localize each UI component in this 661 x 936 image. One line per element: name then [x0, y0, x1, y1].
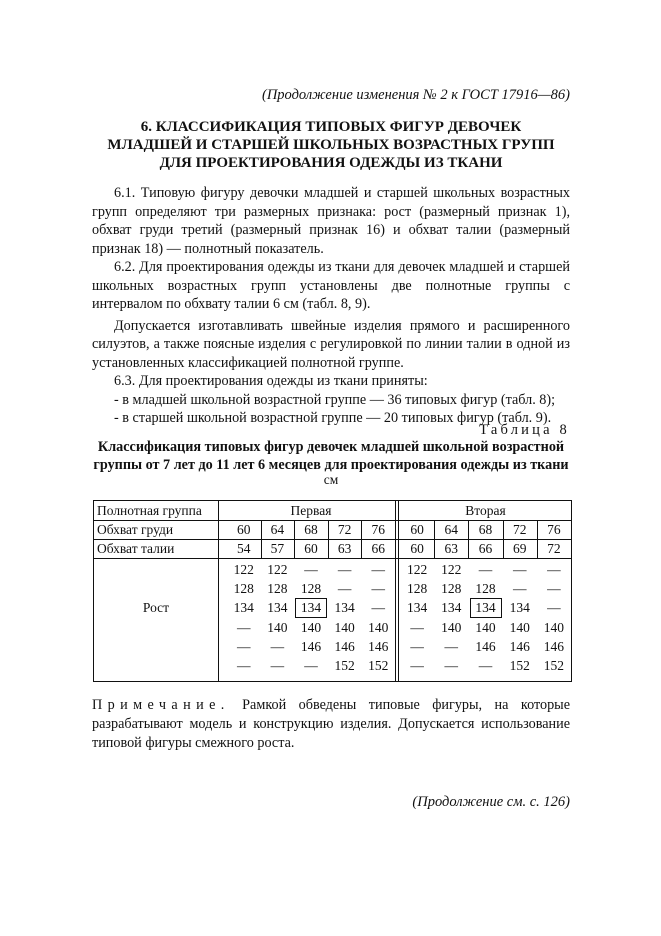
section-title-line: МЛАДШЕЙ И СТАРШЕЙ ШКОЛЬНЫХ ВОЗРАСТНЫХ ГРУПП [107, 137, 555, 153]
note-label: Примечание. [92, 697, 230, 713]
section-title-line: 6. КЛАССИФИКАЦИЯ ТИПОВЫХ ФИГУР ДЕВОЧЕК [140, 119, 522, 135]
height-value: — [371, 600, 385, 616]
height-value: 146 [334, 638, 355, 654]
height-value: 140 [441, 619, 462, 635]
body-text [92, 184, 570, 428]
chest-value: 76 [547, 522, 561, 537]
height-value: — [444, 638, 459, 654]
height-value: 146 [543, 638, 565, 654]
height-value: — [371, 562, 385, 577]
height-value: 146 [475, 638, 496, 654]
height-value: 152 [509, 658, 530, 673]
table-rule [434, 520, 435, 558]
height-value: — [410, 638, 424, 654]
table-rule [398, 501, 399, 681]
table-rule [328, 520, 329, 558]
chest-value: 60 [410, 522, 424, 537]
height-value: 128 [300, 581, 322, 597]
height-value: 140 [368, 619, 389, 635]
height-value: 152 [334, 658, 355, 673]
height-value: 134 [334, 600, 355, 616]
table-label: Таблица 8 [479, 422, 570, 438]
table-rule [218, 501, 219, 681]
chest-value: 60 [237, 522, 251, 537]
table-rule [294, 520, 295, 558]
height-value: 122 [441, 562, 462, 577]
chest-value: 72 [512, 522, 527, 537]
height-value: — [410, 658, 424, 673]
waist-value: 60 [304, 541, 318, 556]
table-caption-line: группы от 7 лет до 11 лет 6 месяцев для проектирования одежды из ткани [93, 457, 569, 473]
group-name: Вторая [465, 503, 506, 518]
paragraph-6-3: 6.3. Для проектирования одежды из ткани приняты: [114, 373, 428, 389]
continuation-footer: (Продолжение см. с. 126) [412, 794, 570, 810]
height-value: 134 [233, 600, 254, 616]
waist-value: 63 [337, 541, 352, 556]
height-value: — [337, 562, 352, 577]
height-value: — [270, 658, 285, 673]
waist-value: 54 [237, 541, 251, 556]
height-value: — [478, 562, 493, 577]
height-value: — [304, 562, 318, 577]
chest-value: 72 [337, 522, 352, 537]
table-rule [94, 558, 571, 559]
height-value-boxed: 134 [471, 599, 501, 617]
figure-classification-table [93, 500, 572, 682]
waist-value: 60 [410, 541, 424, 556]
height-value: — [237, 658, 251, 673]
row-header-chest: Обхват груди [97, 522, 174, 537]
note-text: Рамкой обведены типовые фигуры, на которые разрабатывают модель и конструкцию изделия. Допускается использование типовой фигуры смежного роста. [92, 697, 570, 751]
list-item-junior: - в младшей школьной возрастной группе — 36 типовых фигур (табл. 8); [114, 391, 556, 408]
chest-value: 64 [444, 522, 459, 537]
paragraph-6-1: 6.1. Типовую фигуру девочки младшей и старшей школьных возрастных групп определяют три размерных признака: рост (размерный признак 1), обхват груди третий (размерный признак 16) и обхват талии (размерный признак 18) — полнотный показатель. [92, 185, 570, 257]
height-value: 128 [475, 581, 496, 597]
table-rule [537, 520, 538, 558]
section-title [92, 118, 570, 172]
row-header-group: Полнотная группа [97, 503, 202, 518]
table-note [92, 696, 570, 753]
table-rule [468, 520, 469, 558]
height-value: 140 [334, 619, 355, 635]
chest-value: 76 [371, 522, 385, 537]
row-header-height: Рост [142, 600, 170, 616]
height-value: 140 [475, 619, 496, 635]
height-value: 128 [267, 581, 288, 597]
height-value: 152 [368, 658, 389, 673]
list-item-senior: - в старшей школьной возрастной группе — 20 типовых фигур (табл. 9). [114, 410, 552, 426]
waist-value: 63 [444, 541, 459, 556]
paragraph-6-2: 6.2. Для проектирования одежды из ткани для девочек младшей и старшей школьных возрастных групп установлены две полнотные группы с интервалом по обхвату талии 6 см (табл. 8, 9). [92, 259, 570, 312]
height-value: 140 [300, 619, 322, 635]
height-value: 128 [233, 581, 254, 597]
height-value: — [478, 658, 493, 673]
height-value: 140 [543, 619, 565, 635]
height-value-boxed: 134 [296, 599, 326, 617]
height-value: — [512, 562, 527, 577]
height-value: — [512, 581, 527, 597]
height-value: 152 [543, 658, 565, 673]
section-title-line: ДЛЯ ПРОЕКТИРОВАНИЯ ОДЕЖДЫ ИЗ ТКАНИ [159, 155, 503, 171]
height-value: — [547, 562, 561, 577]
height-value: — [237, 638, 251, 654]
table-rule [395, 501, 396, 681]
height-value: 122 [233, 562, 254, 577]
table-unit: см [323, 472, 339, 487]
height-value: — [337, 581, 352, 597]
waist-value: 69 [512, 541, 527, 556]
height-value: 134 [406, 600, 428, 616]
height-value: 134 [509, 600, 530, 616]
height-value: 146 [300, 638, 322, 654]
height-value: 134 [267, 600, 288, 616]
height-value: — [547, 600, 561, 616]
height-value: 128 [441, 581, 462, 597]
table-rule [503, 520, 504, 558]
height-value: — [371, 581, 385, 597]
height-value: 140 [509, 619, 530, 635]
height-value: 146 [509, 638, 530, 654]
height-value: — [410, 619, 424, 635]
table-rule [261, 520, 262, 558]
height-value: — [547, 581, 561, 597]
height-value: 122 [406, 562, 428, 577]
table-caption-line: Классификация типовых фигур девочек младшей школьной возрастной [97, 439, 565, 455]
group-name: Первая [290, 503, 332, 518]
chest-value: 68 [304, 522, 318, 537]
height-value: 128 [406, 581, 428, 597]
chest-value: 68 [478, 522, 493, 537]
waist-value: 57 [270, 541, 285, 556]
waist-value: 66 [371, 541, 385, 556]
height-value: 122 [267, 562, 288, 577]
continuation-header: (Продолжение изменения № 2 к ГОСТ 17916—86) [261, 87, 570, 103]
height-value: — [444, 658, 459, 673]
height-value: 146 [368, 638, 389, 654]
chest-value: 64 [270, 522, 285, 537]
waist-value: 72 [547, 541, 561, 556]
table-caption [92, 438, 570, 474]
height-value: 140 [267, 619, 288, 635]
height-value: — [237, 619, 251, 635]
waist-value: 66 [478, 541, 493, 556]
height-value: — [304, 658, 318, 673]
table-rule [361, 520, 362, 558]
height-value: 134 [441, 600, 462, 616]
paragraph-allowance: Допускается изготавливать швейные изделия прямого и расширенного силуэтов, а также поясные изделия с регулировкой по линии талии в одной из установленных классификацией полнотной группе. [92, 317, 570, 371]
height-value: — [270, 638, 285, 654]
row-header-waist: Обхват талии [97, 541, 175, 556]
